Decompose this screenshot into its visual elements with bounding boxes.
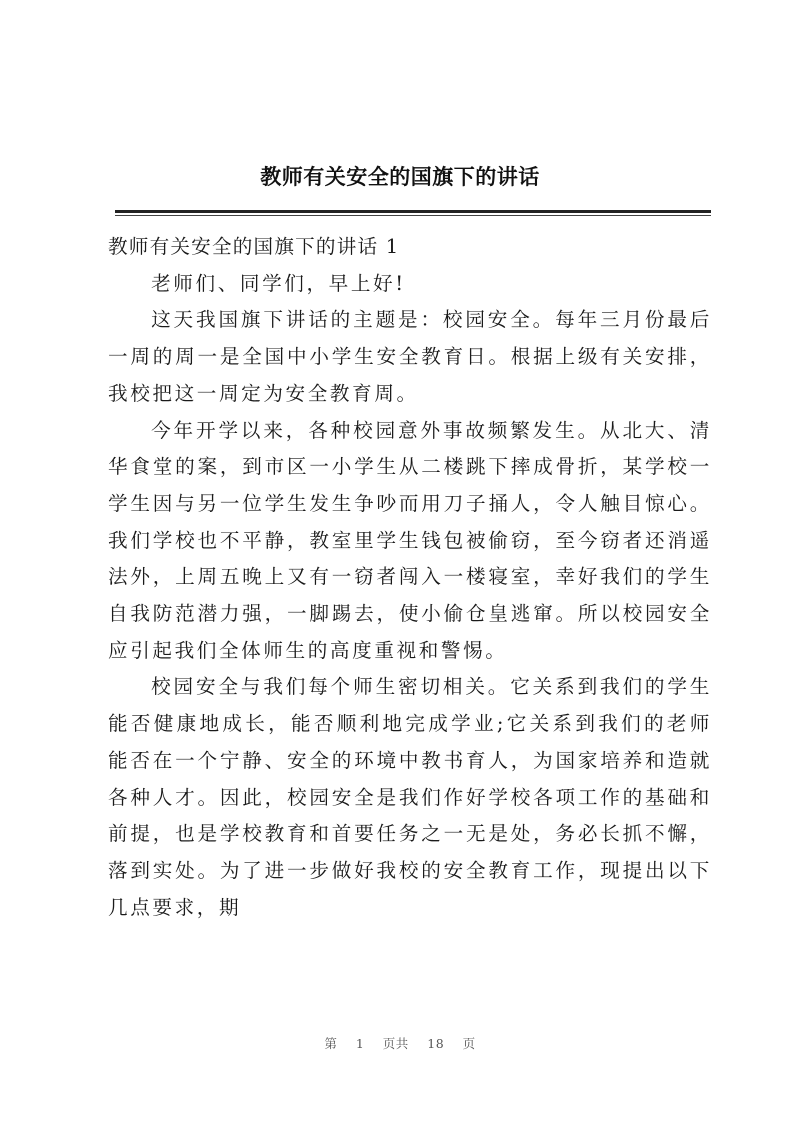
- footer-prefix: 第: [324, 1036, 338, 1051]
- paragraph-topic: 这天我国旗下讲话的主题是：校园安全。每年三月份最后一周的周一是全国中小学生安全教育日。根据上级有关安排，我校把这一周定为安全教育周。: [108, 308, 712, 405]
- title-divider-thin: [115, 215, 711, 216]
- footer-total-pages: 18: [427, 1036, 445, 1051]
- paragraph-greeting: 老师们、同学们，早上好!: [151, 271, 406, 295]
- section-heading: 教师有关安全的国旗下的讲话 1: [108, 235, 400, 258]
- document-body: [108, 229, 712, 926]
- footer-suffix: 页: [462, 1036, 476, 1051]
- title-divider-thick: [115, 210, 711, 213]
- page-footer: [0, 1034, 800, 1052]
- paragraph-incidents: 今年开学以来，各种校园意外事故频繁发生。从北大、清华食堂的案，到市区一小学生从二楼跳下摔成骨折，某学校一学生因与另一位学生发生争吵而用刀子捅人，令人触目惊心。我们学校也不平静，教室里学生钱包被偷窃，至今窃者还消遥法外，上周五晚上又有一窃者闯入一楼寝室，幸好我们的学生自我防范潜力强，一脚踢去，使小偷仓皇逃窜。所以校园安全应引起我们全体师生的高度重视和警惕。: [108, 418, 712, 662]
- document-title: 教师有关安全的国旗下的讲话: [260, 165, 540, 189]
- footer-middle: 页共: [382, 1036, 409, 1051]
- footer-page-number: 1: [355, 1036, 365, 1051]
- paragraph-importance: 校园安全与我们每个师生密切相关。它关系到我们的学生能否健康地成长，能否顺利地完成学业;它关系到我们的老师能否在一个宁静、安全的环境中教书育人，为国家培养和造就各种人才。因此，校园安全是我们作好学校各项工作的基础和前提，也是学校教育和首要任务之一无是处，务必长抓不懈，落到实处。为了进一步做好我校的安全教育工作，现提出以下几点要求，期: [108, 675, 712, 919]
